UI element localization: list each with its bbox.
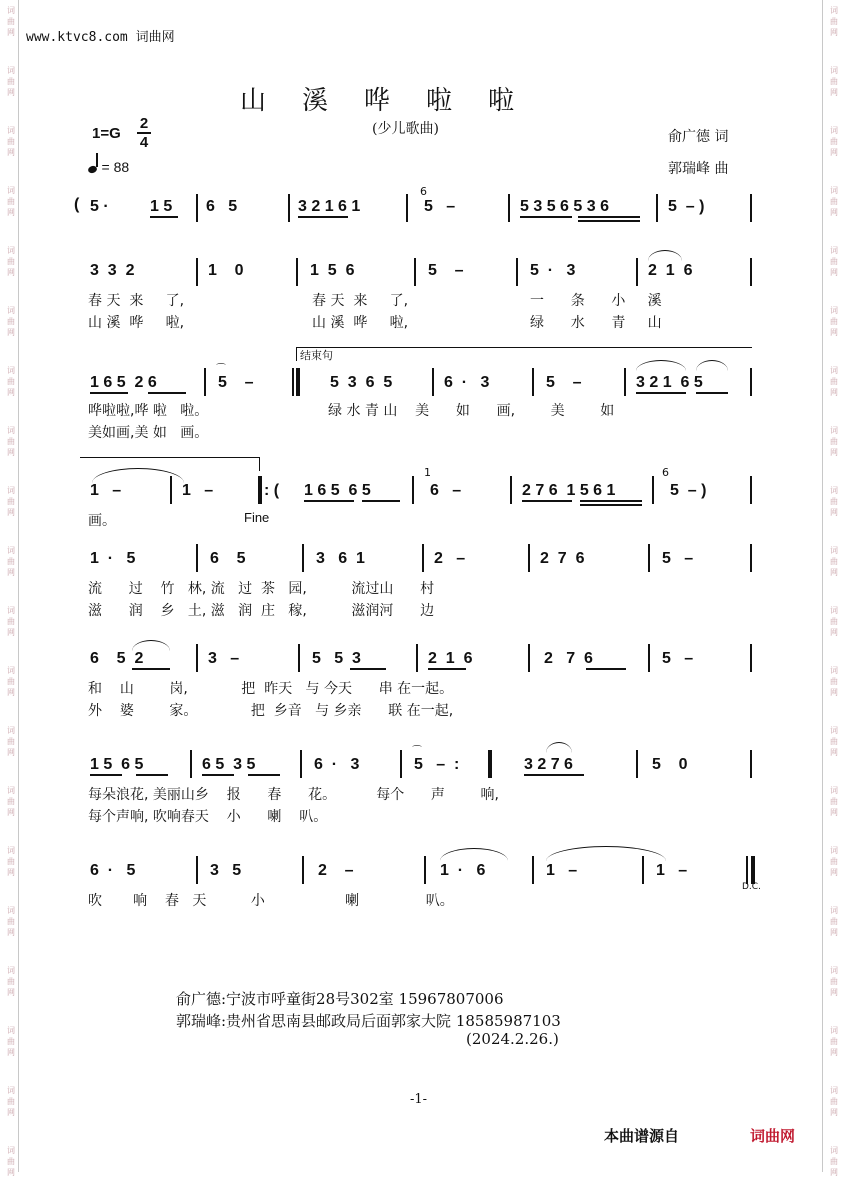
watermark-glyph: 曲 xyxy=(830,437,838,446)
watermark-glyph: 词 xyxy=(830,126,838,135)
fermata-icon-2: ⌒ xyxy=(412,746,422,757)
watermark-glyph: 词 xyxy=(7,66,15,75)
watermark-glyph: 曲 xyxy=(7,917,15,926)
watermark-glyph: 曲 xyxy=(830,377,838,386)
watermark-glyph: 词 xyxy=(7,486,15,495)
watermark-glyph: 曲 xyxy=(830,737,838,746)
right-watermark-strip xyxy=(827,0,841,1177)
watermark-glyph: 词 xyxy=(830,6,838,15)
watermark-glyph: 词 xyxy=(7,786,15,795)
watermark-glyph: 曲 xyxy=(7,377,15,386)
song-title: 山溪哗啦啦 xyxy=(240,86,551,116)
dc-marking: D.C. xyxy=(742,882,761,892)
watermark-glyph: 曲 xyxy=(7,497,15,506)
watermark-glyph: 网 xyxy=(830,148,838,157)
lyrics-line-4: 画。 xyxy=(88,513,116,529)
watermark-glyph: 网 xyxy=(830,688,838,697)
coda-label: 结束句 xyxy=(300,349,333,362)
watermark-glyph: 曲 xyxy=(7,857,15,866)
watermark-glyph: 网 xyxy=(7,988,15,997)
watermark-glyph: 词 xyxy=(830,726,838,735)
lyrics-line-5-verse-1: 流 过 竹 林, 流 过 茶 园, 流过山 村 xyxy=(88,581,435,597)
watermark-glyph: 词 xyxy=(830,1146,838,1155)
watermark-glyph: 网 xyxy=(830,1108,838,1117)
watermark-glyph: 词 xyxy=(7,846,15,855)
watermark-glyph: 词 xyxy=(7,306,15,315)
watermark-glyph: 曲 xyxy=(830,677,838,686)
time-signature-top: 2 xyxy=(139,115,149,132)
watermark-glyph: 网 xyxy=(830,88,838,97)
watermark-glyph: 网 xyxy=(830,28,838,37)
watermark-glyph: 词 xyxy=(830,486,838,495)
watermark-glyph: 曲 xyxy=(830,257,838,266)
watermark-glyph: 词 xyxy=(830,546,838,555)
watermark-glyph: 词 xyxy=(830,606,838,615)
watermark-glyph: 曲 xyxy=(7,1037,15,1046)
watermark-glyph: 曲 xyxy=(830,1037,838,1046)
watermark-glyph: 网 xyxy=(830,328,838,337)
watermark-glyph: 曲 xyxy=(7,77,15,86)
watermark-glyph: 曲 xyxy=(830,557,838,566)
watermark-glyph: 词 xyxy=(7,246,15,255)
watermark-glyph: 网 xyxy=(7,388,15,397)
watermark-glyph: 曲 xyxy=(830,137,838,146)
watermark-glyph: 网 xyxy=(830,808,838,817)
fermata-icon: ⌒ xyxy=(216,364,226,375)
measure-1-6: 5 – ) xyxy=(668,198,705,215)
watermark-glyph: 词 xyxy=(830,1086,838,1095)
watermark-glyph: 曲 xyxy=(7,977,15,986)
watermark-glyph: 曲 xyxy=(830,497,838,506)
watermark-glyph: 词 xyxy=(830,66,838,75)
lyrics-line-3-verse-2: 美如画,美 如 画。 xyxy=(88,425,209,441)
watermark-glyph: 词 xyxy=(7,1026,15,1035)
watermark-glyph: 网 xyxy=(7,88,15,97)
date-stamp: (2024.2.26.) xyxy=(466,1030,559,1048)
volta-mark-1: 1 xyxy=(424,466,431,479)
watermark-glyph: 曲 xyxy=(7,737,15,746)
volta-mark-6b: 6 xyxy=(662,466,669,479)
watermark-glyph: 曲 xyxy=(7,17,15,26)
time-signature-bottom: 4 xyxy=(139,133,149,151)
watermark-glyph: 网 xyxy=(7,628,15,637)
measure-1-4: 5 – xyxy=(424,198,456,215)
watermark-glyph: 网 xyxy=(7,808,15,817)
watermark-glyph: 曲 xyxy=(7,437,15,446)
watermark-glyph: 曲 xyxy=(7,677,15,686)
watermark-glyph: 网 xyxy=(830,1048,838,1057)
watermark-glyph: 词 xyxy=(7,606,15,615)
left-margin-rule xyxy=(18,0,19,1172)
time-signature xyxy=(137,116,151,150)
contact-lyricist: 俞广德:宁波市呼童街28号302室 15967807006 xyxy=(176,990,504,1008)
watermark-glyph: 词 xyxy=(830,246,838,255)
source-label: 本曲谱源自 xyxy=(604,1127,680,1145)
watermark-glyph: 网 xyxy=(7,328,15,337)
watermark-glyph: 词 xyxy=(7,126,15,135)
watermark-glyph: 网 xyxy=(830,988,838,997)
watermark-glyph: 曲 xyxy=(830,917,838,926)
watermark-glyph: 网 xyxy=(830,448,838,457)
watermark-glyph: 网 xyxy=(7,508,15,517)
lyrics-line-7-verse-2: 每个声响, 吹响春天 小 喇 叭。 xyxy=(88,809,328,825)
watermark-glyph: 网 xyxy=(830,928,838,937)
watermark-glyph: 网 xyxy=(830,508,838,517)
watermark-glyph: 词 xyxy=(830,966,838,975)
watermark-glyph: 网 xyxy=(7,208,15,217)
watermark-glyph: 曲 xyxy=(830,797,838,806)
watermark-glyph: 网 xyxy=(7,1048,15,1057)
watermark-glyph: 网 xyxy=(7,148,15,157)
page-number: -1- xyxy=(410,1092,428,1107)
lyrics-line-6-verse-1: 和 山 岗, 把 昨天 与 今天 串 在一起。 xyxy=(88,681,454,697)
watermark-glyph: 曲 xyxy=(7,1157,15,1166)
watermark-glyph: 曲 xyxy=(830,857,838,866)
watermark-glyph: 网 xyxy=(830,1168,838,1177)
lyricist-credit: 俞广德 词 xyxy=(668,129,729,145)
right-margin-rule xyxy=(822,0,823,1172)
watermark-glyph: 词 xyxy=(7,366,15,375)
watermark-glyph: 词 xyxy=(7,426,15,435)
watermark-glyph: 网 xyxy=(7,568,15,577)
watermark-glyph: 网 xyxy=(7,1168,15,1177)
tempo-marking: = 88 xyxy=(88,158,129,175)
watermark-glyph: 词 xyxy=(7,726,15,735)
watermark-glyph: 网 xyxy=(830,628,838,637)
watermark-glyph: 曲 xyxy=(7,557,15,566)
watermark-glyph: 网 xyxy=(830,388,838,397)
watermark-glyph: 词 xyxy=(7,546,15,555)
watermark-glyph: 词 xyxy=(7,966,15,975)
watermark-glyph: 曲 xyxy=(7,257,15,266)
measure-1-1: 5 · xyxy=(90,198,109,215)
watermark-glyph: 网 xyxy=(7,448,15,457)
watermark-glyph: 词 xyxy=(7,1146,15,1155)
watermark-glyph: 词 xyxy=(830,786,838,795)
watermark-glyph: 词 xyxy=(7,1086,15,1095)
lyrics-line-2-verse-1: 春 天 来 了, xyxy=(88,293,185,309)
watermark-glyph: 曲 xyxy=(830,77,838,86)
watermark-glyph: 词 xyxy=(830,906,838,915)
watermark-glyph: 曲 xyxy=(7,197,15,206)
watermark-glyph: 网 xyxy=(830,568,838,577)
watermark-glyph: 词 xyxy=(830,426,838,435)
watermark-glyph: 曲 xyxy=(7,617,15,626)
watermark-glyph: 词 xyxy=(830,366,838,375)
contact-composer: 郭瑞峰:贵州省思南县邮政局后面郭家大院 18585987103 xyxy=(176,1012,561,1030)
watermark-glyph: 曲 xyxy=(830,17,838,26)
watermark-glyph: 网 xyxy=(7,688,15,697)
watermark-glyph: 词 xyxy=(830,666,838,675)
watermark-glyph: 曲 xyxy=(830,617,838,626)
watermark-glyph: 网 xyxy=(7,748,15,757)
watermark-glyph: 词 xyxy=(7,906,15,915)
paren-open: ( xyxy=(74,196,80,213)
watermark-glyph: 网 xyxy=(830,268,838,277)
watermark-glyph: 曲 xyxy=(830,1097,838,1106)
lyrics-line-7-verse-1: 每朵浪花, 美丽山乡 报 春 花。 每个 声 响, xyxy=(88,787,499,803)
watermark-glyph: 网 xyxy=(7,1108,15,1117)
key-signature: 1=G xyxy=(92,125,121,142)
watermark-glyph: 曲 xyxy=(7,1097,15,1106)
site-url[interactable]: www.ktvc8.com 词曲网 xyxy=(26,30,175,45)
watermark-glyph: 网 xyxy=(830,868,838,877)
composer-credit: 郭瑞峰 曲 xyxy=(668,161,729,177)
watermark-glyph: 曲 xyxy=(830,1157,838,1166)
watermark-glyph: 词 xyxy=(7,666,15,675)
watermark-glyph: 词 xyxy=(830,1026,838,1035)
watermark-glyph: 曲 xyxy=(7,137,15,146)
song-subtitle: (少儿歌曲) xyxy=(372,121,439,137)
watermark-glyph: 曲 xyxy=(830,197,838,206)
measure-1-5: 5 3 5 6 5 3 6 xyxy=(520,198,609,215)
watermark-glyph: 曲 xyxy=(7,797,15,806)
fine-marking: Fine xyxy=(244,510,270,525)
watermark-glyph: 词 xyxy=(830,186,838,195)
watermark-glyph: 网 xyxy=(7,868,15,877)
watermark-glyph: 网 xyxy=(830,748,838,757)
watermark-glyph: 网 xyxy=(7,28,15,37)
watermark-glyph: 网 xyxy=(830,208,838,217)
lyrics-line-8: 吹 响 春 天 小 喇 叭。 xyxy=(88,893,454,909)
watermark-glyph: 网 xyxy=(7,268,15,277)
lyrics-line-3-verse-1: 哗啦啦,哗 啦 啦。 xyxy=(88,403,209,419)
watermark-glyph: 词 xyxy=(830,846,838,855)
site-brand-link[interactable]: 词曲网 xyxy=(750,1127,796,1145)
lyrics-line-2-verse-2: 山 溪 哗 啦, xyxy=(88,315,185,331)
watermark-glyph: 词 xyxy=(7,6,15,15)
watermark-glyph: 词 xyxy=(7,186,15,195)
watermark-glyph: 词 xyxy=(830,306,838,315)
volta-mark-6: 6 xyxy=(420,185,427,198)
watermark-glyph: 网 xyxy=(7,928,15,937)
watermark-glyph: 曲 xyxy=(7,317,15,326)
lyrics-line-5-verse-2: 滋 润 乡 土, 滋 润 庄 稼, 滋润河 边 xyxy=(88,603,435,619)
measure-1-2: 6 5 xyxy=(206,198,238,215)
watermark-glyph: 曲 xyxy=(830,977,838,986)
watermark-glyph: 曲 xyxy=(830,317,838,326)
measure-1-3: 3 2 1 6 1 xyxy=(298,198,361,215)
left-watermark-strip xyxy=(4,0,18,1177)
lyrics-line-6-verse-2: 外 婆 家。 把 乡音 与 乡亲 联 在一起, xyxy=(88,703,454,719)
